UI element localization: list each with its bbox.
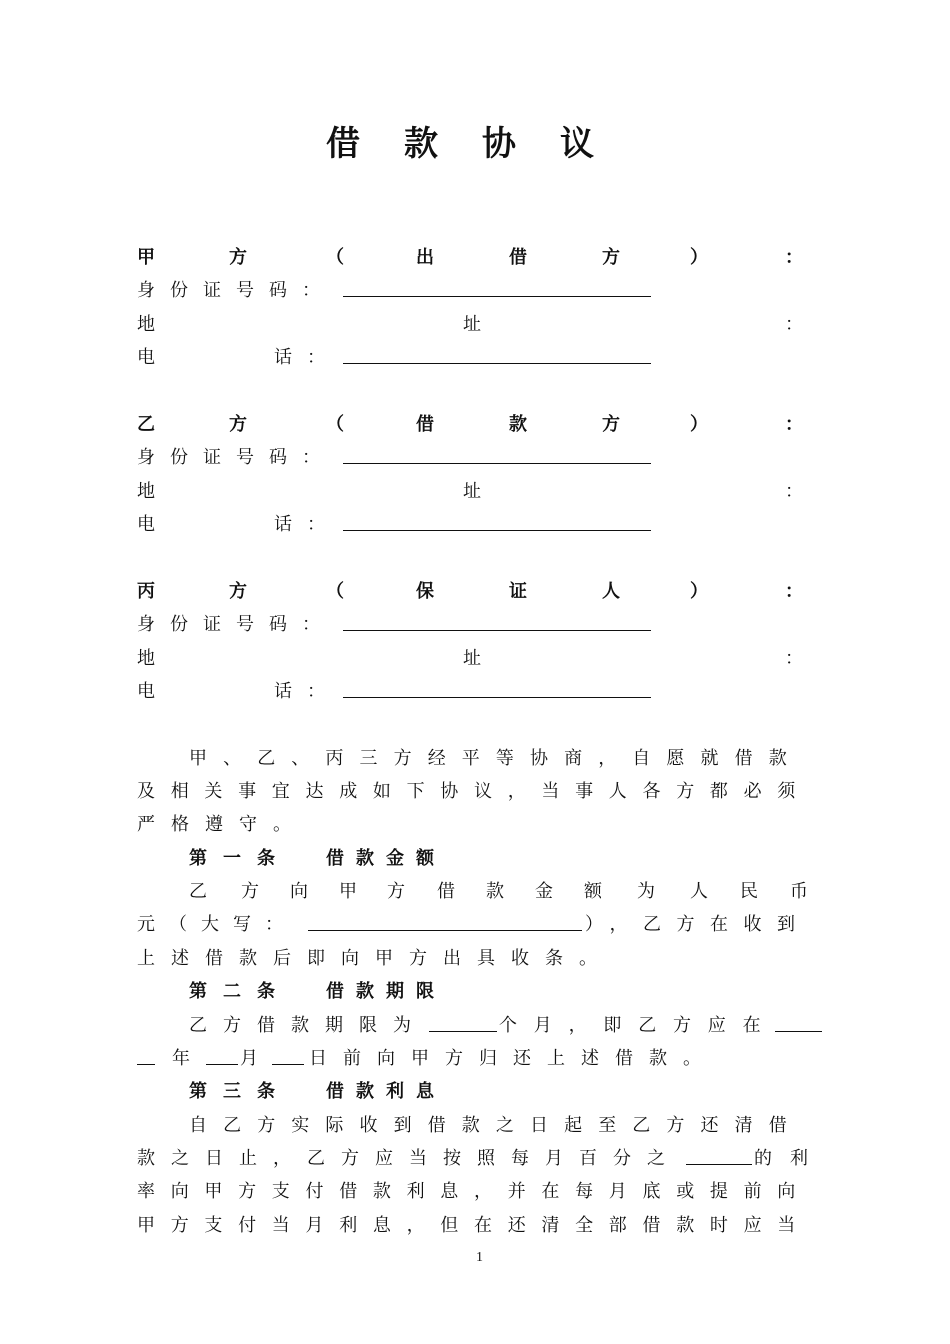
- loan-term-months-blank[interactable]: [429, 1031, 497, 1032]
- article-2-number: 第二条: [189, 981, 291, 1002]
- party-c-label-3: 保: [416, 581, 434, 602]
- party-b-label-6: ）: [690, 414, 708, 435]
- due-year-blank-part1[interactable]: [775, 1031, 822, 1032]
- party-c-address-colon: ：: [785, 648, 803, 669]
- party-c-label-4: 证: [509, 581, 527, 602]
- article-1-line-1-char-2: 向: [290, 881, 308, 902]
- article-1-line-1-char-12: 币: [790, 881, 808, 902]
- article-1-line-1-char-11: 民: [740, 881, 758, 902]
- article-2-year-label: 年: [172, 1048, 190, 1069]
- article-1-line-1-char-3: 甲: [339, 881, 357, 902]
- party-c-label-7: ：: [785, 581, 803, 602]
- party-c-phone-right: 话：: [274, 681, 340, 702]
- party-b-label-3: 借: [416, 414, 434, 435]
- document-title: 借款协议: [326, 124, 638, 164]
- article-1-line-1-char-1: 方: [241, 881, 259, 902]
- party-b-phone-right: 话：: [274, 514, 340, 535]
- party-b-address-left: 地: [137, 481, 155, 502]
- party-c-address-mid: 址: [463, 648, 481, 669]
- article-1-line-1-char-4: 方: [387, 881, 405, 902]
- article-1-line-1-char-7: 金: [535, 881, 553, 902]
- party-a-address-colon: ：: [785, 314, 803, 335]
- article-3-line-3: 率向甲方支付借款利息，并在每月底或提前向: [137, 1181, 811, 1202]
- article-2-line-2-rest: 日前向甲方归还上述借款。: [309, 1048, 717, 1069]
- article-1-line-2-start: 元（大写：: [137, 914, 297, 935]
- party-c-id-label: 身份证号码：: [137, 614, 335, 635]
- page-number: 1: [476, 1250, 483, 1265]
- article-3-line-2-end: 的利: [754, 1148, 826, 1169]
- party-b-label-7: ：: [785, 414, 803, 435]
- due-year-blank-part2[interactable]: [137, 1064, 155, 1065]
- party-a-label-7: ：: [785, 247, 803, 268]
- party-b-phone-left: 电: [137, 514, 155, 535]
- article-3-line-2-start: 款之日止，乙方应当按照每月百分之: [137, 1148, 681, 1169]
- article-3-title: 借款利息: [326, 1081, 446, 1102]
- article-1-line-3: 上述借款后即向甲方出具收条。: [137, 948, 613, 969]
- party-a-id-label: 身份证号码：: [137, 280, 335, 301]
- party-c-id-blank[interactable]: [343, 630, 651, 631]
- article-3-line-4: 甲方支付当月利息，但在还清全部借款时应当: [137, 1215, 811, 1236]
- article-2-month-label: 月: [240, 1048, 258, 1069]
- article-1-line-1-char-10: 人: [690, 881, 708, 902]
- party-b-label-0: 乙: [137, 414, 155, 435]
- party-a-phone-right: 话：: [274, 347, 340, 368]
- article-1-number: 第一条: [189, 848, 291, 869]
- party-c-address-left: 地: [137, 648, 155, 669]
- due-day-blank[interactable]: [272, 1064, 304, 1065]
- party-c-label-6: ）: [690, 581, 708, 602]
- party-a-address-mid: 址: [463, 314, 481, 335]
- party-a-label-3: 出: [416, 247, 434, 268]
- article-2-title: 借款期限: [326, 981, 446, 1002]
- party-c-label-5: 人: [602, 581, 620, 602]
- party-a-label-1: 方: [229, 247, 247, 268]
- party-a-id-blank[interactable]: [343, 296, 651, 297]
- party-a-label-4: 借: [509, 247, 527, 268]
- due-month-blank[interactable]: [206, 1064, 238, 1065]
- party-c-phone-blank[interactable]: [343, 697, 651, 698]
- party-a-address-left: 地: [137, 314, 155, 335]
- article-1-line-1-char-5: 借: [437, 881, 455, 902]
- party-b-id-blank[interactable]: [343, 463, 651, 464]
- party-c-label-1: 方: [229, 581, 247, 602]
- intro-line-3: 严格遵守。: [137, 814, 307, 835]
- article-1-line-1-char-6: 款: [486, 881, 504, 902]
- article-2-line-1-start: 乙方借款期限为: [189, 1015, 427, 1036]
- party-b-label-4: 款: [509, 414, 527, 435]
- party-b-id-label: 身份证号码：: [137, 447, 335, 468]
- party-c-label-0: 丙: [137, 581, 155, 602]
- article-1-line-1-char-9: 为: [637, 881, 655, 902]
- article-3-number: 第三条: [189, 1081, 291, 1102]
- article-1-line-1-char-0: 乙: [189, 881, 207, 902]
- article-1-line-1-char-8: 额: [584, 881, 602, 902]
- party-c-phone-left: 电: [137, 681, 155, 702]
- article-3-line-1: 自乙方实际收到借款之日起至乙方还清借: [189, 1115, 803, 1136]
- party-b-label-5: 方: [602, 414, 620, 435]
- party-a-label-6: ）: [690, 247, 708, 268]
- party-a-label-5: 方: [602, 247, 620, 268]
- party-b-phone-blank[interactable]: [343, 530, 651, 531]
- party-b-label-1: 方: [229, 414, 247, 435]
- party-a-phone-blank[interactable]: [343, 363, 651, 364]
- party-c-label-2: （: [326, 581, 344, 602]
- intro-line-2: 及相关事宜达成如下协议，当事人各方都必须: [137, 781, 811, 802]
- party-b-label-2: （: [326, 414, 344, 435]
- party-a-label-0: 甲: [137, 247, 155, 268]
- intro-line-1: 甲、乙、丙三方经平等协商，自愿就借款: [189, 748, 803, 769]
- amount-in-words-blank[interactable]: [308, 930, 582, 931]
- monthly-rate-blank[interactable]: [686, 1164, 752, 1165]
- article-1-line-2-end: ），乙方在收到: [585, 914, 811, 935]
- article-1-title: 借款金额: [326, 848, 446, 869]
- party-a-label-2: （: [326, 247, 344, 268]
- article-2-line-1-end: 个月，即乙方应在: [499, 1015, 778, 1036]
- party-b-address-mid: 址: [463, 481, 481, 502]
- party-b-address-colon: ：: [785, 481, 803, 502]
- party-a-phone-left: 电: [137, 347, 155, 368]
